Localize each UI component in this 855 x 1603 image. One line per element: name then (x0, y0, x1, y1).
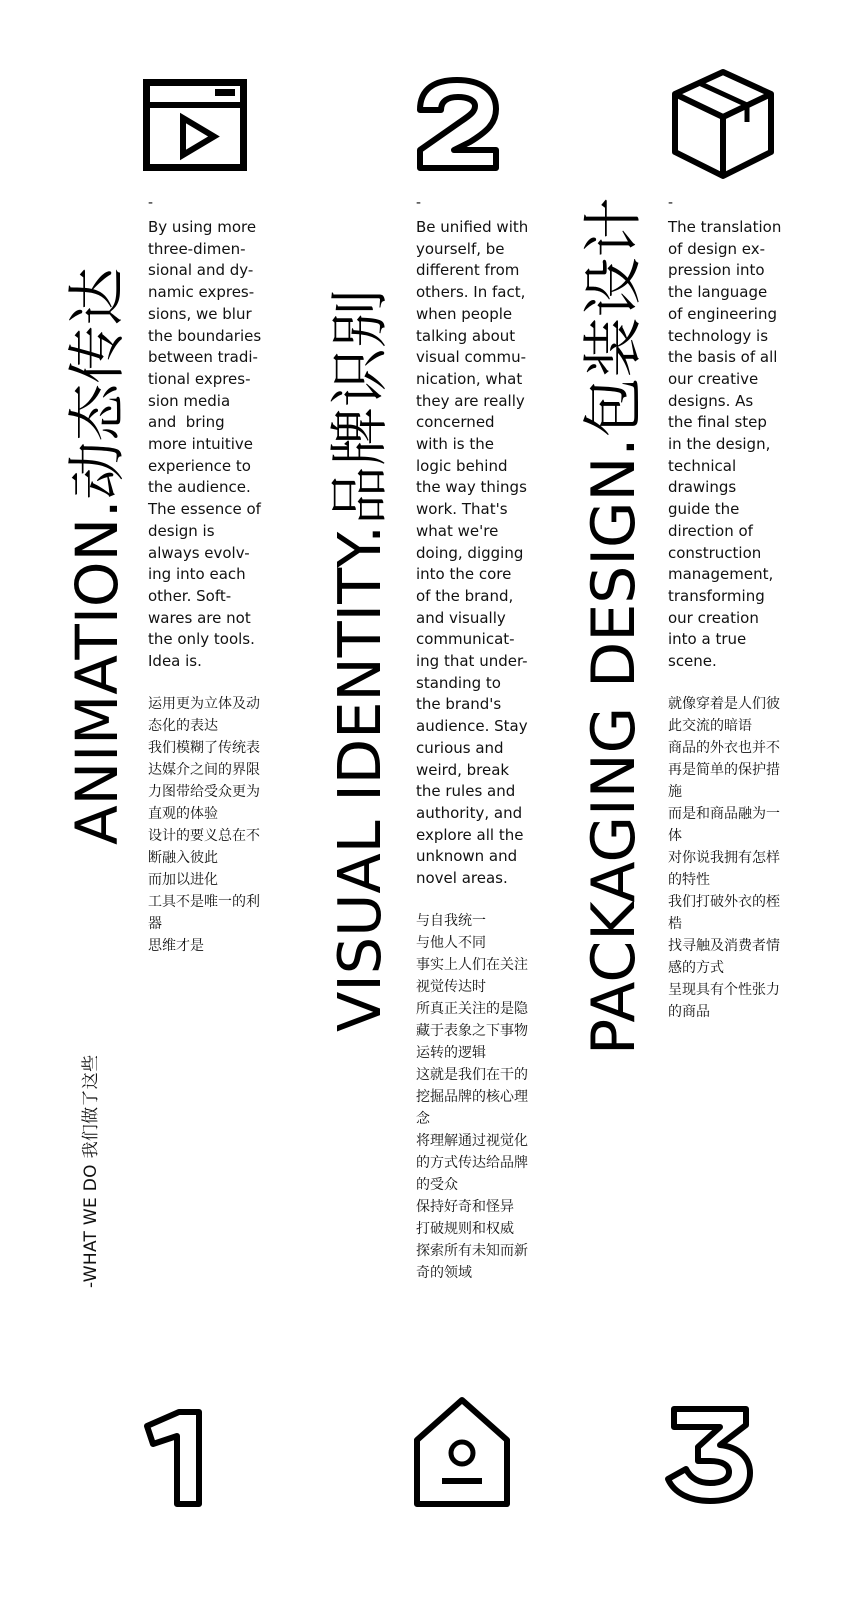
play-window-icon (143, 79, 247, 171)
visual-identity-text-column (416, 195, 528, 1284)
number-1-icon (143, 1408, 205, 1508)
box-icon (670, 68, 776, 180)
visual-identity-chinese-text: 与自我统一 与他人不同 事实上人们在关注 视觉传达时 所真正关注的是隐 藏于表象之下事物 运转的逻辑 这就是我们在干的 挖掘品牌的核心理 念 将理解通过视觉化 的方式传达给品牌 的受众 保持好奇和怪异 打破规则和权威 探索所有未知而新 奇的领域 (416, 912, 528, 1281)
animation-text-column (148, 195, 261, 957)
number-3-icon (664, 1405, 756, 1505)
animation-title: ANIMATION.动态传达 (63, 267, 131, 845)
packaging-design-chinese-text: 就像穿着是人们彼 此交流的暗语 商品的外衣也并不 再是简单的保护措 施 而是和商品融为一 体 对你说我拥有怎样 的特性 我们打破外衣的桎 梏 找寻触及消费者情 感的方式 呈现具有个性张力 的商品 (668, 695, 780, 1020)
packaging-design-title: PACKAGING DESIGN.包装设计 (579, 197, 649, 1055)
dash-marker: - (416, 194, 421, 211)
packaging-design-english-text: The translation of design ex- pression into the language of engineering technology is the basis of all our creative designs. As the final step in the design, technical drawings guide the direction of construction management, transforming our creation into a true scene. (668, 218, 782, 671)
visual-identity-title: VISUAL IDENTITY.品牌识别 (325, 289, 394, 1032)
visual-identity-english-text: Be unified with yourself, be different from others. In fact, when people talking about visual commu- nication, what they are really concerned with is the logic behind the way things work. That's what we're doing, digging into the core of the brand, and visually communicat- ing that under- standing to the brand's audience. Stay curious and weird, break the rules and authority, and explore all the unknown and novel areas. (416, 218, 529, 888)
animation-chinese-text: 运用更为立体及动 态化的表达 我们模糊了传统表 达媒介之间的界限 力图带给受众更为 直观的体验 设计的要义总在不 断融入彼此 而加以进化 工具不是唯一的利 器 思维才是 (148, 695, 260, 954)
house-person-icon (413, 1396, 511, 1508)
dash-marker: - (148, 194, 153, 211)
dash-marker: - (668, 194, 673, 211)
what-we-do-side-label: -WHAT WE DO 我们做了这些 (81, 1054, 101, 1288)
packaging-design-text-column (668, 195, 781, 1023)
animation-english-text: By using more three-dimen- sional and dy- namic expres- sions, we blur the boundaries between tradi- tional expres- sion media and bring more intuitive experience to the audience. The essence of design is always evolv- ing into each other. Soft- wares are not the only tools. Idea is. (148, 218, 262, 671)
number-2-icon (412, 76, 502, 172)
